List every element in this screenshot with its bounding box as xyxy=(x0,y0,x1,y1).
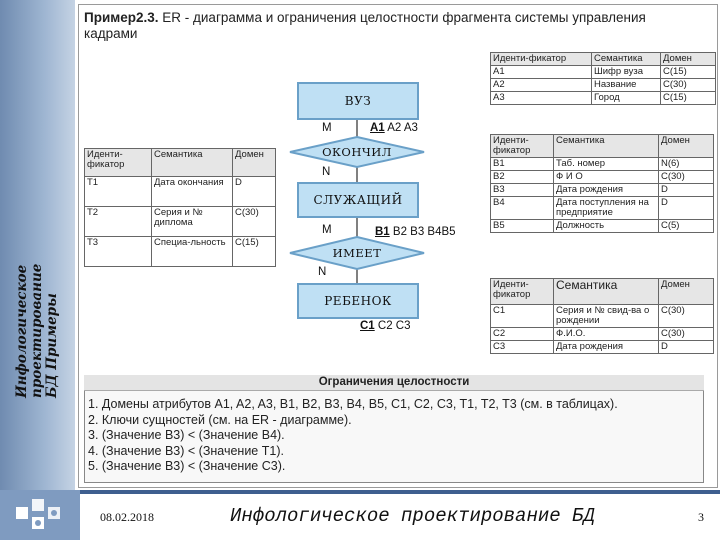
relationship-okonchil-label: ОКОНЧИЛ xyxy=(322,145,392,159)
table-cell: Специа-льность xyxy=(152,237,233,267)
table-cell: C(30) xyxy=(659,305,714,328)
table-cell: A3 xyxy=(491,92,592,105)
table-header-id: Иденти-фикатор xyxy=(491,279,554,305)
table-cell: C(15) xyxy=(661,92,716,105)
table-cell: C(30) xyxy=(661,79,716,92)
entity-vuz xyxy=(297,82,419,120)
table-cell: Дата рождения xyxy=(554,184,659,197)
footer-logo-area xyxy=(0,490,80,540)
entity-vuz-label: ВУЗ xyxy=(344,94,372,108)
constraint-item: 5. (Значение B3) < (Значение C3). xyxy=(88,459,286,473)
table-cell: D xyxy=(233,177,276,207)
vuz-other-attributes: A2 A3 xyxy=(384,122,418,134)
table-cell: B2 xyxy=(491,171,554,184)
table-cell: B5 xyxy=(491,220,554,233)
table-header-semantics: Семантика xyxy=(554,279,659,305)
constraint-item: 3. (Значение B3) < (Значение B4). xyxy=(88,428,285,442)
rebenok-key-attribute: C1 xyxy=(360,320,375,332)
table-header-id: Иденти-фикатор xyxy=(491,53,592,66)
vuz-key-attribute: A1 xyxy=(370,122,385,134)
table-cell: B4 xyxy=(491,197,554,220)
entity-rebenok-label: РЕБЕНОК xyxy=(324,294,392,308)
table-cell: Дата рождения xyxy=(554,341,659,354)
table-cell: N(6) xyxy=(659,158,714,171)
table-header-domain: Домен xyxy=(659,135,714,158)
example-number: Пример2.3. xyxy=(84,10,159,25)
cardinality-m-sluzhashchiy: M xyxy=(322,224,332,236)
sluzhashchiy-key-attribute: B1 xyxy=(375,226,390,238)
table-cell: C1 xyxy=(491,305,554,328)
table-cell: Ф.И.О. xyxy=(554,328,659,341)
vuz-attributes xyxy=(370,122,418,134)
table-cell: Должность xyxy=(554,220,659,233)
table-cell: C2 xyxy=(491,328,554,341)
table-header-semantics: Семантика xyxy=(554,135,659,158)
example-title: ER - диаграмма и ограничения целостности фрагмента системы управления кадрами xyxy=(84,10,646,41)
table-cell: C(30) xyxy=(659,171,714,184)
table-cell: T2 xyxy=(85,207,152,237)
sluzhashchiy-attributes xyxy=(375,226,456,238)
relationship-imeet-label: ИМЕЕТ xyxy=(332,246,382,260)
entity-sluzhashchiy xyxy=(297,182,419,218)
sidebar-line-3: БД Примеры xyxy=(44,293,60,398)
constraint-item: 2. Ключи сущностей (см. на ER - диаграмме). xyxy=(88,412,352,427)
table-cell: C(15) xyxy=(233,237,276,267)
table-cell: C(15) xyxy=(661,66,716,79)
rebenok-attributes xyxy=(360,320,411,332)
table-header-domain: Домен xyxy=(659,279,714,305)
table-cell: T1 xyxy=(85,177,152,207)
footer-title: Инфологическое проектирование БД xyxy=(230,505,595,527)
table-cell: Таб. номер xyxy=(554,158,659,171)
table-cell: D xyxy=(659,197,714,220)
table-cell: C(30) xyxy=(659,328,714,341)
table-cell: D xyxy=(659,341,714,354)
table-header-id: Иденти-фикатор xyxy=(491,135,554,158)
table-header-semantics: Семантика xyxy=(592,53,661,66)
page-number: 3 xyxy=(698,510,704,524)
table-cell: D xyxy=(659,184,714,197)
sidebar-line-1: Инфологическое xyxy=(14,264,30,398)
sidebar-line-2: проектирование xyxy=(29,263,45,398)
table-header-semantics: Семантика xyxy=(152,149,233,177)
table-cell: Дата окончания xyxy=(152,177,233,207)
table-cell: Серия и № диплома xyxy=(152,207,233,237)
cardinality-n-sluzhashchiy: N xyxy=(322,166,331,178)
entity-rebenok xyxy=(297,283,419,319)
table-cell: C(5) xyxy=(659,220,714,233)
logo-icon xyxy=(12,495,68,535)
table-cell: Город xyxy=(592,92,661,105)
table-cell: Дата поступления на предприятие xyxy=(554,197,659,220)
footer-date: 08.02.2018 xyxy=(100,510,154,524)
constraints-title: Ограничения целостности xyxy=(84,375,704,391)
table-cell: Шифр вуза xyxy=(592,66,661,79)
table-cell: T3 xyxy=(85,237,152,267)
entity-sluzhashchiy-label: СЛУЖАЩИЙ xyxy=(313,193,403,207)
table-header-id: Иденти-фикатор xyxy=(85,149,152,177)
footer-divider xyxy=(80,490,720,494)
table-header-domain: Домен xyxy=(661,53,716,66)
constraint-item: 4. (Значение B3) < (Значение T1). xyxy=(88,443,284,458)
table-cell: B3 xyxy=(491,184,554,197)
table-cell: A1 xyxy=(491,66,592,79)
cardinality-m-vuz: M xyxy=(322,122,332,134)
table-cell: Название xyxy=(592,79,661,92)
table-cell: C3 xyxy=(491,341,554,354)
sluzhashchiy-other-attributes: B2 B3 B4B5 xyxy=(389,226,456,238)
table-cell: Ф И О xyxy=(554,171,659,184)
table-header-domain: Домен xyxy=(233,149,276,177)
cardinality-n-rebenok: N xyxy=(318,266,327,278)
table-cell: A2 xyxy=(491,79,592,92)
table-cell: C(30) xyxy=(233,207,276,237)
table-cell: B1 xyxy=(491,158,554,171)
rebenok-other-attributes: C2 C3 xyxy=(374,320,411,332)
constraint-item: 1. Домены атрибутов A1, A2, A3, B1, B2, B3, B4, B5, C1, C2, C3, T1, T2, T3 (см. в таблицах). xyxy=(88,397,618,411)
constraints-list xyxy=(88,397,708,475)
table-cell: Серия и № свид-ва о рождении xyxy=(554,305,659,328)
